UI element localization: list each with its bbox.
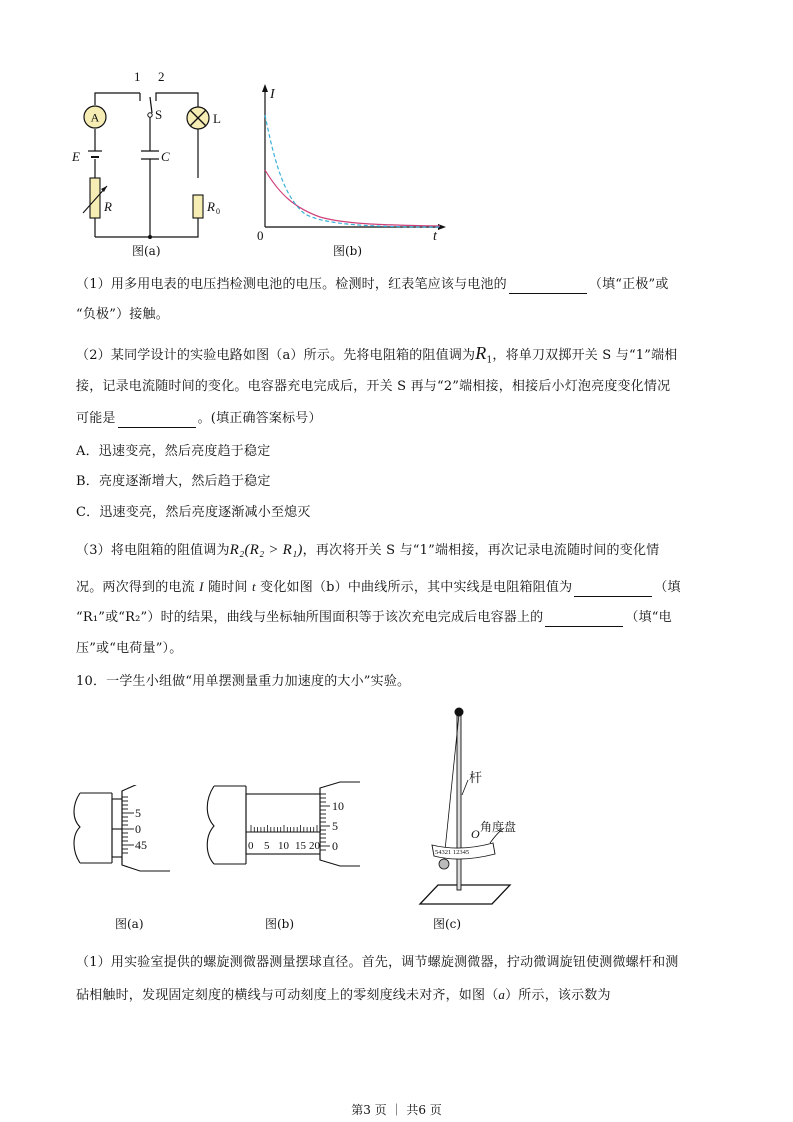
main-scale-label: 5 [264, 840, 270, 852]
q9-part3-line3: “R₁”或“R₂”）时的结果，曲线与坐标轴所围面积等于该次充电完成后电容器上的 （填“电 [76, 610, 672, 625]
thimble-label: 45 [135, 838, 147, 852]
answer-blank-1[interactable] [509, 279, 587, 294]
pivot-label: O [471, 827, 480, 841]
capacitor-label: C [161, 149, 170, 164]
switch-label: S [155, 107, 163, 122]
q9-part1-line2: “负极”）接触。 [76, 307, 169, 322]
answer-blank-3[interactable] [574, 582, 652, 597]
q10-title: 10．一学生小组做“用单摆测量重力加速度的大小”实验。 [76, 674, 411, 689]
circuit-diagram [70, 65, 240, 265]
dial-label: 角度盘 [480, 820, 517, 834]
q9-part2-line1: （2）某同学设计的实验电路如图（a）所示。先将电阻箱的阻值调为$R_1$，将单刀双掷开关 S 与“1”端相 [76, 343, 678, 366]
switch-terminal-2: 2 [158, 69, 165, 84]
circuit-caption: 图(a) [132, 244, 161, 258]
page-footer: 第3 页 ｜ 共6 页 [351, 1103, 442, 1117]
current-time-graph [250, 80, 450, 240]
lamp-label: L [213, 111, 221, 126]
resistor-r0-label: R [207, 199, 215, 214]
q9-part3-line1: （3）将电阻箱的阻值调为R₂(R₂ > R₁)，再次将开关 S 与“1”端相接，再次记录电流随时间的变化情 [76, 542, 660, 558]
option-c: C．迅速变亮，然后亮度逐渐减小至熄灭 [76, 505, 311, 520]
q9-part3-line4: 压”或“电荷量”）。 [76, 641, 183, 656]
dial-numbers: 54321 12345 [435, 849, 470, 856]
q9-part2-line3: 可能是 。(填正确答案标号） [76, 411, 322, 426]
resistor-r0-icon [193, 195, 203, 218]
variable-resistor-icon [90, 178, 100, 218]
option-a: A．迅速变亮，然后亮度趋于稳定 [76, 444, 271, 459]
thimble-label: 10 [332, 799, 344, 813]
q9-part2-line2: 接，记录电流随时间的变化。电容器充电完成后，开关 S 再与“2”端相接，相接后小灯泡亮度变化情况 [76, 379, 671, 394]
graph-caption: 图(b) [333, 244, 363, 258]
x-axis-label: t [433, 229, 437, 240]
thimble-label: 5 [332, 819, 338, 833]
lamp-icon [187, 107, 209, 129]
thimble-label: 0 [135, 822, 141, 836]
rod [457, 712, 461, 890]
micrometer-b-diagram [200, 780, 360, 880]
main-scale-label: 20 [309, 840, 320, 852]
svg-text:A: A [90, 110, 100, 125]
main-scale-label: 10 [278, 840, 289, 852]
pendulum-caption: 图(c) [433, 917, 462, 931]
pendulum-diagram [410, 700, 540, 910]
q10-part1-line2: 砧相触时，发现固定刻度的横线与可动刻度上的零刻度线未对齐，如图（a）所示，该示数为 [76, 987, 611, 1003]
answer-blank-2[interactable] [118, 413, 196, 428]
dashed-curve [265, 115, 440, 227]
resistor-box-label: R [104, 199, 112, 214]
thimble-label: 5 [135, 806, 141, 820]
q9-part1-line1: （1）用多用电表的电压挡检测电池的电压。检测时，红表笔应该与电池的 （填“正极”或 [76, 277, 669, 292]
q10-part1-line1: （1）用实验室提供的螺旋测微器测量摆球直径。首先，调节螺旋测微器，拧动微调旋钮使测微螺杆和测 [76, 955, 679, 970]
resistor-r0-subscript: 0 [216, 207, 220, 216]
micrometer-a-caption: 图(a) [115, 917, 144, 931]
q9-part3-line2: 况。两次得到的电流 I 随时间 t 变化如图（b）中曲线所示，其中实线是电阻箱阻值为 （填 [76, 579, 681, 595]
ammeter-icon [84, 106, 106, 128]
main-scale-label: 0 [248, 840, 254, 852]
emf-label: E [72, 149, 80, 164]
option-b: B．亮度逐渐增大，然后趋于稳定 [76, 474, 271, 489]
switch-terminal-1: 1 [134, 69, 141, 84]
micrometer-a-diagram [70, 785, 170, 875]
thimble-label: 0 [332, 839, 338, 853]
main-scale-label: 15 [295, 840, 306, 852]
origin-label: 0 [257, 228, 264, 240]
y-axis-label: I [270, 87, 275, 102]
answer-blank-4[interactable] [545, 612, 623, 627]
micrometer-b-caption: 图(b) [265, 917, 295, 931]
rod-label: 杆 [469, 770, 483, 785]
